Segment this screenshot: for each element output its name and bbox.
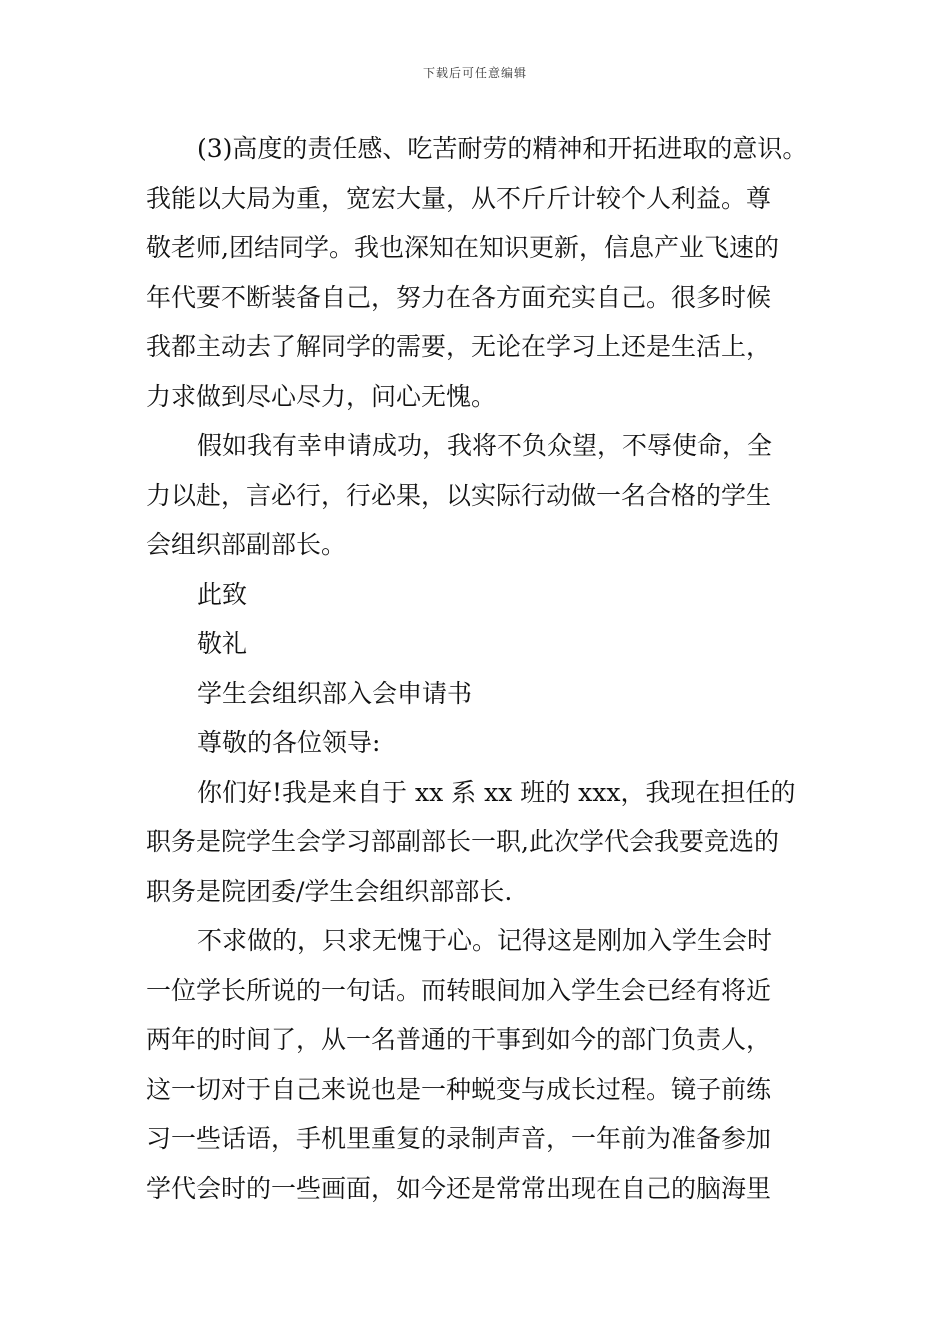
text-line: 力以赴，言必行，行必果，以实际行动做一名合格的学生 bbox=[146, 480, 772, 510]
section-title: 学生会组织部入会申请书 bbox=[197, 678, 473, 708]
text-line: 这一切对于自己来说也是一种蜕变与成长过程。镜子前练 bbox=[146, 1074, 772, 1104]
text-line: 力求做到尽心尽力，问心无愧。 bbox=[146, 381, 497, 411]
text-line: (3)高度的责任感、吃苦耐劳的精神和开拓进取的意识。 bbox=[197, 134, 808, 163]
text-line: 学代会时的一些画面，如今还是常常出现在自己的脑海里 bbox=[146, 1173, 772, 1203]
document-body bbox=[146, 124, 814, 1213]
salutation: 尊敬的各位领导: bbox=[197, 728, 381, 757]
text-line: 我能以大局为重，宽宏大量，从不斤斤计较个人利益。尊 bbox=[146, 183, 772, 213]
text-line: 你们好!我是来自于 xx 系 xx 班的 xxx，我现在担任的 bbox=[197, 777, 796, 807]
text-line: 年代要不断装备自己，努力在各方面充实自己。很多时候 bbox=[146, 282, 772, 312]
text-line: 职务是院团委/学生会组织部部长. bbox=[146, 876, 513, 906]
text-line: 我都主动去了解同学的需要，无论在学习上还是生活上， bbox=[146, 332, 772, 361]
text-line: 习一些话语，手机里重复的录制声音，一年前为准备参加 bbox=[146, 1124, 772, 1153]
text-line: 两年的时间了，从一名普通的干事到如今的部门负责人， bbox=[146, 1025, 772, 1054]
closing-line: 敬礼 bbox=[197, 629, 248, 658]
closing-line: 此致 bbox=[197, 579, 248, 609]
text-line: 不求做的，只求无愧于心。记得这是刚加入学生会时 bbox=[197, 926, 773, 955]
text-line: 假如我有幸申请成功，我将不负众望，不辱使命，全 bbox=[197, 431, 773, 460]
text-line: 职务是院学生会学习部副部长一职,此次学代会我要竞选的 bbox=[146, 827, 779, 856]
text-line: 会组织部副部长。 bbox=[146, 530, 347, 559]
text-line: 敬老师,团结同学。我也深知在知识更新，信息产业飞速的 bbox=[146, 233, 779, 262]
page-header: 下载后可任意编辑 bbox=[422, 66, 527, 80]
text-line: 一位学长所说的一句话。而转眼间加入学生会已经有将近 bbox=[146, 975, 772, 1005]
